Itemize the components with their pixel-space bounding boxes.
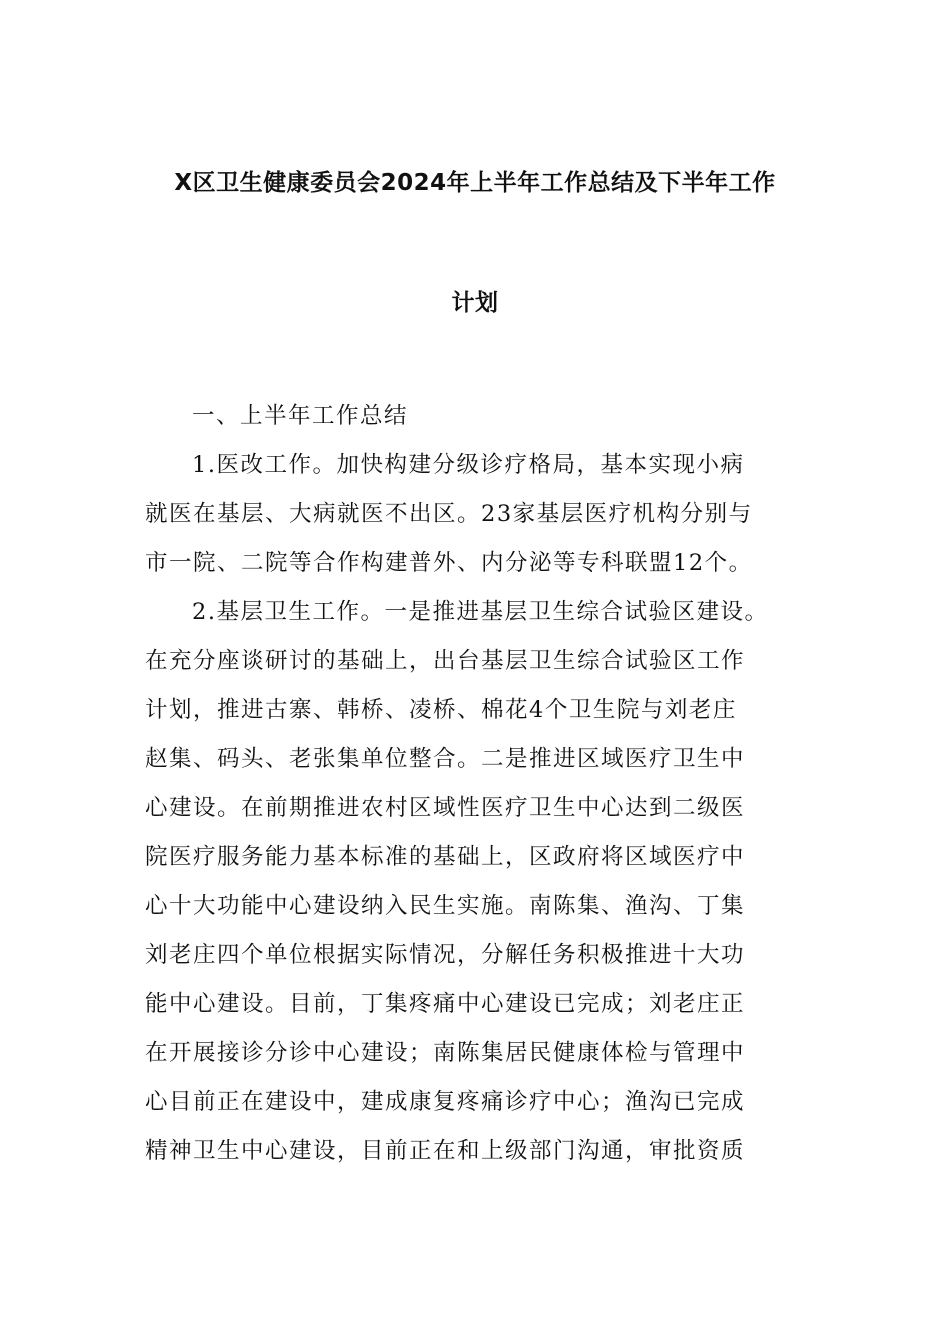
- paragraph-line: 2.基层卫生工作。一是推进基层卫生综合试验区建设。: [192, 599, 769, 625]
- paragraph-line: 院医疗服务能力基本标准的基础上，区政府将区域医疗中: [145, 844, 746, 870]
- paragraph-line: 心十大功能中心建设纳入民生实施。南陈集、渔沟、丁集: [145, 893, 746, 919]
- paragraph-line: 计划，推进古寨、韩桥、凌桥、棉花4个卫生院与刘老庄: [145, 697, 737, 723]
- paragraph-line: 市一院、二院等合作构建普外、内分泌等专科联盟12个。: [145, 550, 753, 576]
- document-title-line-2: 计划: [451, 290, 499, 316]
- paragraph-line: 赵集、码头、老张集单位整合。二是推进区域医疗卫生中: [145, 746, 746, 772]
- paragraph-line: 心目前正在建设中，建成康复疼痛诊疗中心；渔沟已完成: [145, 1089, 746, 1115]
- paragraph-line: 在开展接诊分诊中心建设；南陈集居民健康体检与管理中: [145, 1040, 746, 1066]
- document-body: [145, 392, 825, 1176]
- paragraph-line: 1.医改工作。加快构建分级诊疗格局，基本实现小病: [192, 452, 745, 478]
- paragraph-line: 心建设。在前期推进农村区域性医疗卫生中心达到二级医: [145, 795, 746, 821]
- paragraph-line: 在充分座谈研讨的基础上，出台基层卫生综合试验区工作: [145, 648, 746, 674]
- paragraph-line: 刘老庄四个单位根据实际情况，分解任务积极推进十大功: [145, 942, 746, 968]
- paragraph-line: 能中心建设。目前，丁集疼痛中心建设已完成；刘老庄正: [145, 991, 746, 1017]
- section-heading: 一、上半年工作总结: [192, 403, 409, 429]
- paragraph-line: 精神卫生中心建设，目前正在和上级部门沟通，审批资质: [145, 1138, 746, 1164]
- paragraph-line: 就医在基层、大病就医不出区。23家基层医疗机构分别与: [145, 501, 753, 527]
- document-title-line-1: X区卫生健康委员会2024年上半年工作总结及下半年工作: [174, 170, 776, 196]
